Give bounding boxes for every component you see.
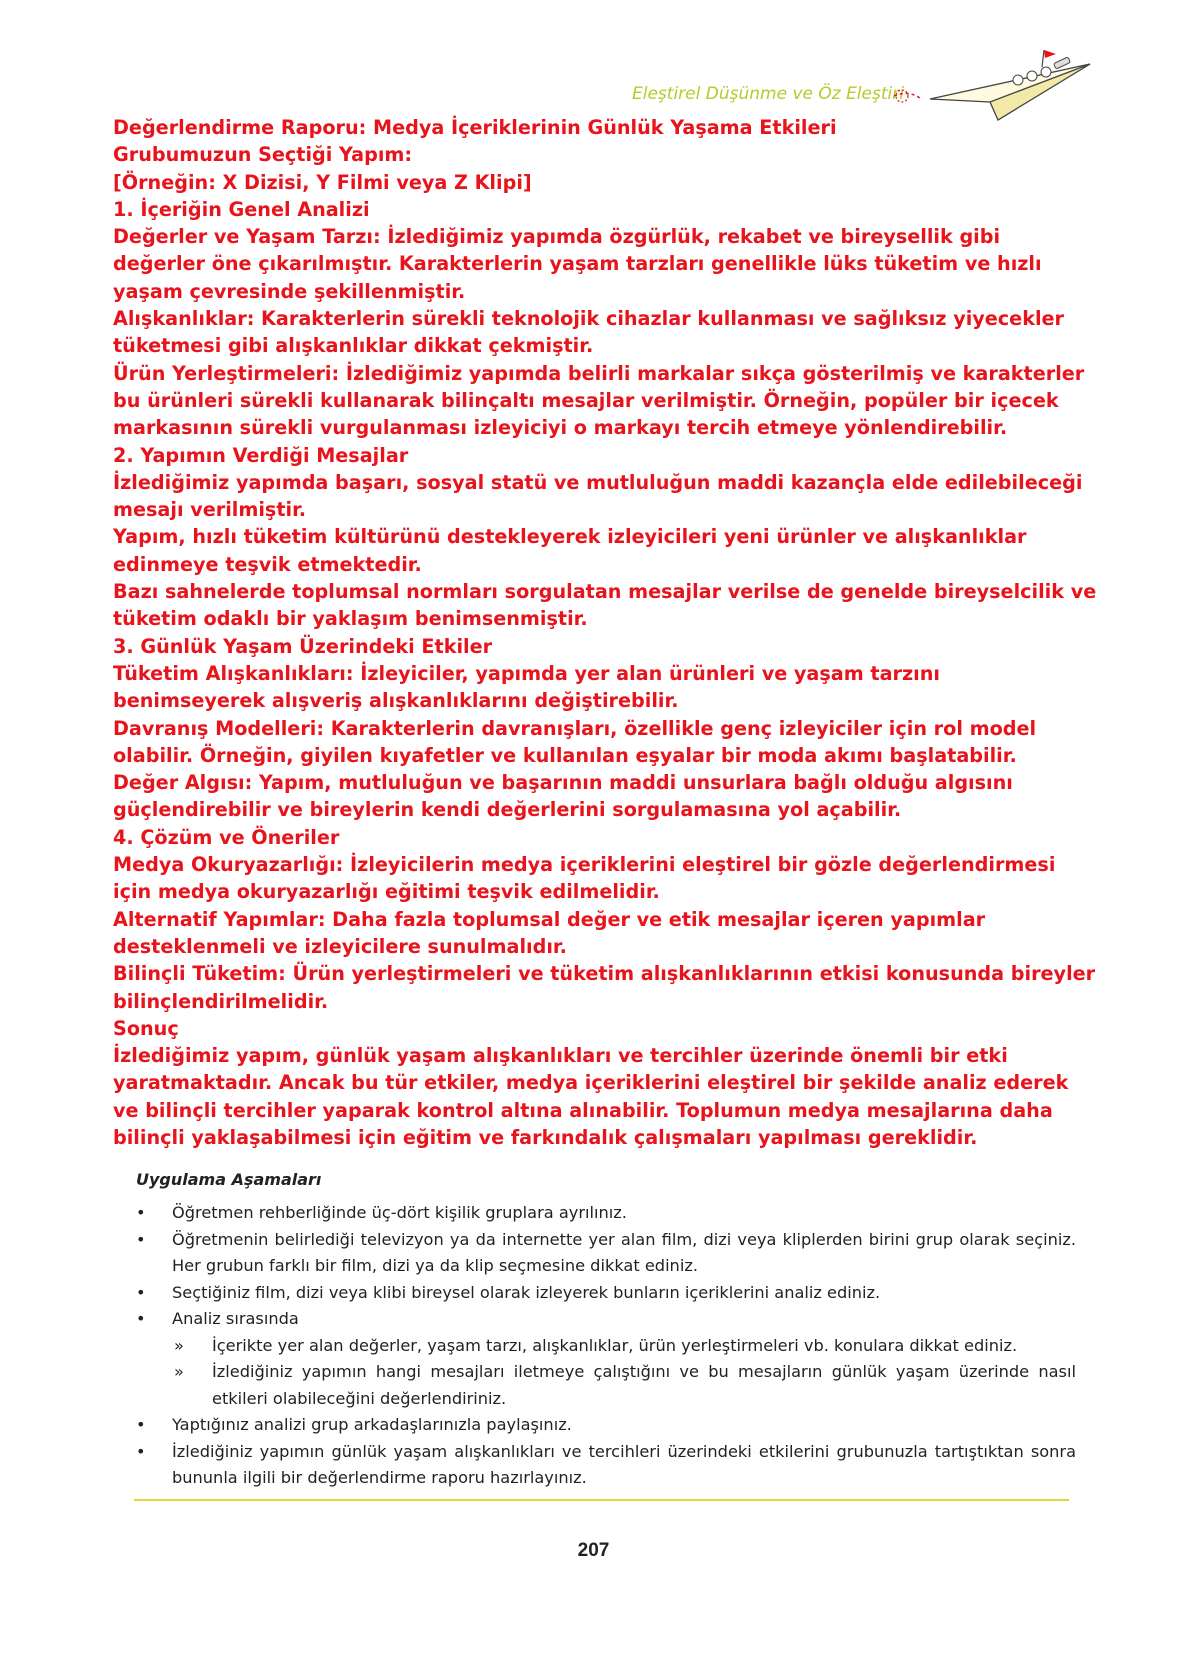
list-item-text: Öğretmenin belirlediği televizyon ya da internette yer alan film, dizi veya kliplerden birini grup olarak seçiniz. Her grubun farklı bir film, dizi ya da klip seçmesine dikkat ediniz. (172, 1229, 1076, 1275)
application-steps-title: Uygulama Aşamaları (136, 1170, 322, 1189)
report-section-heading: 3. Günlük Yaşam Üzerindeki Etkiler (113, 634, 493, 658)
bullet-icon: • (136, 1441, 146, 1461)
report-paragraph: Alışkanlıklar: Karakterlerin sürekli teknolojik cihazlar kullanması ve sağlıksız yiyecekler tüketmesi gibi alışkanlıklar dikkat çekmiştir. (113, 307, 1065, 358)
report-section-heading: Sonuç (113, 1016, 179, 1040)
bullet-icon: • (136, 1282, 146, 1302)
report-paragraph: Alternatif Yapımlar: Daha fazla toplumsal değer ve etik mesajlar içeren yapımlar desteklenmeli ve izleyicilere sunulmalıdır. (113, 907, 986, 958)
bullet-icon: • (136, 1309, 146, 1328)
list-item (136, 1439, 1076, 1492)
report-paragraph: Tüketim Alışkanlıkları: İzleyiciler, yapımda yer alan ürünleri ve yaşam tarzını benimseyerek alışveriş alışkanlıklarını değiştirebilir. (113, 661, 940, 713)
application-steps (136, 1200, 1076, 1492)
list-item (136, 1200, 1076, 1227)
section-header-title: Eleştirel Düşünme ve Öz Eleştiri (632, 84, 904, 104)
footer-divider (134, 1499, 1069, 1501)
report-paragraph: Medya Okuryazarlığı: İzleyicilerin medya içeriklerini eleştirel bir gözle değerlendirmesi için medya okuryazarlığı eğitimi teşvik edilmelidir. (113, 853, 1056, 904)
report-paragraph: Bazı sahnelerde toplumsal normları sorgulatan mesajlar verilse de genelde bireyselcilik ve tüketim odaklı bir yaklaşım benimsenmiştir. (113, 580, 1097, 631)
list-item (136, 1306, 1076, 1333)
list-item (136, 1412, 1076, 1439)
report-title: Değerlendirme Raporu: Medya İçeriklerinin Günlük Yaşama Etkileri (113, 116, 837, 139)
report-paragraph: Ürün Yerleştirmeleri: İzlediğimiz yapımda belirli markalar sıkça gösterilmiş ve karakterler bu ürünleri sürekli kullanarak bilinçaltı mesajlar verilmiştir. Örneğin, popüler bir içecek markasının sürekli vurgulanması izleyiciyi o markayı tercih etmeye yönlendirebilir. (113, 361, 1085, 440)
report-example-placeholder: [Örneğin: X Dizisi, Y Filmi veya Z Klipi] (113, 170, 532, 194)
report-section-heading: 4. Çözüm ve Öneriler (113, 825, 340, 849)
list-item (136, 1227, 1076, 1280)
bullet-icon: • (136, 1203, 146, 1222)
sub-list-item (136, 1333, 1076, 1360)
report-conclusion: İzlediğimiz yapım, günlük yaşam alışkanlıkları ve tercihler üzerinde önemli bir etki yaratmaktadır. Ancak bu tür etkiler, medya içeriklerini eleştirel bir şekilde analiz ederek ve bilinçli tercihler yaparak kontrol altına alınabilir. Toplumun medya mesajlarına daha bilinçli yaklaşabilmesi için eğitim ve farkındalık çalışmaları yapılması gereklidir. (113, 1044, 1069, 1149)
report-paragraph: Yapım, hızlı tüketim kültürünü destekleyerek izleyicileri yeni ürünler ve alışkanlıklar edinmeye teşvik etmektedir. (113, 525, 1027, 576)
list-item-text: İzlediğiniz yapımın hangi mesajları iletmeye çalıştığını ve bu mesajların günlük yaşam üzerinde nasıl etkileri olabileceğini değerlendiriniz. (212, 1362, 1076, 1408)
paper-plane-illustration-icon (890, 44, 1100, 124)
report-section-heading: 2. Yapımın Verdiği Mesajlar (113, 443, 409, 467)
report-chosen-production-label: Grubumuzun Seçtiği Yapım: (113, 143, 413, 167)
list-item-text: İzlediğiniz yapımın günlük yaşam alışkanlıkları ve tercihleri üzerindeki etkilerini grubunuzla tartıştıktan sonra bununla ilgili bir değerlendirme raporu hazırlayınız. (172, 1441, 1076, 1487)
report-paragraph: İzlediğimiz yapımda başarı, sosyal statü ve mutluluğun maddi kazançla elde edilebileceği mesajı verilmiştir. (113, 470, 1083, 522)
page-number: 207 (577, 1540, 610, 1561)
report-paragraph: Değerler ve Yaşam Tarzı: İzlediğimiz yapımda özgürlük, rekabet ve bireysellik gibi değerler öne çıkarılmıştır. Karakterlerin yaşam tarzları genellikle lüks tüketim ve hızlı yaşam çevresinde şekillenmiştir. (113, 225, 1042, 303)
report-paragraph: Değer Algısı: Yapım, mutluluğun ve başarının maddi unsurlara bağlı olduğu algısını güçlendirebilir ve bireylerin kendi değerlerini sorgulamasına yol açabilir. (113, 771, 1013, 822)
list-item-text: Analiz sırasında (172, 1309, 299, 1328)
list-item-text: Yaptığınız analizi grup arkadaşlarınızla paylaşınız. (172, 1415, 572, 1434)
list-item-text: İçerikte yer alan değerler, yaşam tarzı, alışkanlıklar, ürün yerleştirmeleri vb. konulara dikkat ediniz. (212, 1335, 1018, 1355)
bullet-icon: • (136, 1415, 146, 1434)
sub-list-item (136, 1359, 1076, 1412)
report-paragraph: Davranış Modelleri: Karakterlerin davranışları, özellikle genç izleyiciler için rol model olabilir. Örneğin, giyilen kıyafetler ve kullanılan eşyalar bir moda akımı başlatabilir. (113, 716, 1037, 767)
list-item (136, 1280, 1076, 1307)
sub-bullet-icon: » (174, 1335, 184, 1355)
sub-bullet-icon: » (174, 1362, 184, 1381)
report-paragraph: Bilinçli Tüketim: Ürün yerleştirmeleri ve tüketim alışkanlıklarının etkisi konusunda bireyler bilinçlendirilmelidir. (113, 962, 1096, 1013)
list-item-text: Seçtiğiniz film, dizi veya klibi bireysel olarak izleyerek bunların içeriklerini analiz ediniz. (172, 1282, 881, 1302)
list-item-text: Öğretmen rehberliğinde üç-dört kişilik gruplara ayrılınız. (172, 1203, 627, 1222)
bullet-icon: • (136, 1229, 146, 1249)
report-section-heading: 1. İçeriğin Genel Analizi (113, 197, 370, 221)
evaluation-report-answer (113, 114, 1098, 1151)
